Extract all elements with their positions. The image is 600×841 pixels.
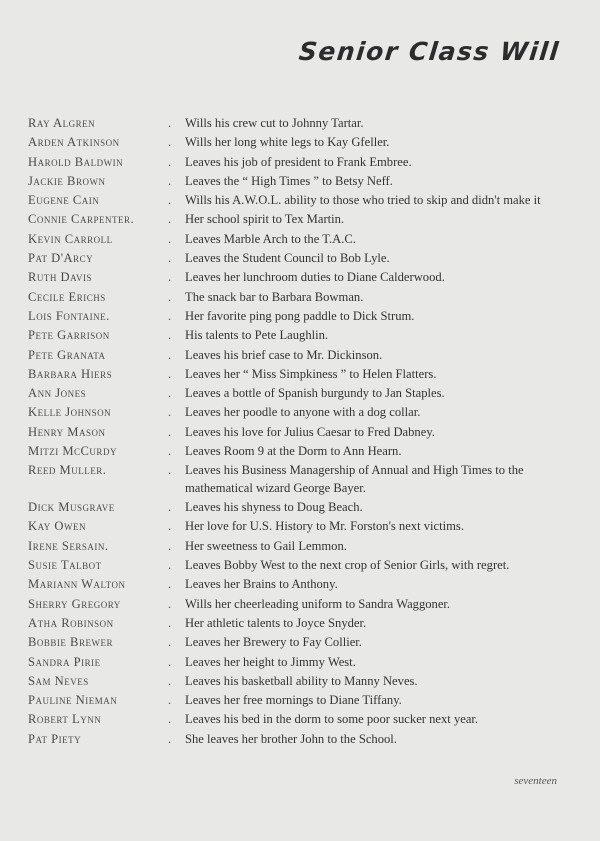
student-name: Kevin Carroll — [28, 231, 113, 246]
will-entry — [28, 289, 573, 307]
bequest-text: Leaves a bottle of Spanish burgundy to Jan Staples. — [185, 386, 445, 401]
leader-dot: . — [168, 558, 172, 573]
leader-dot: . — [168, 538, 172, 553]
will-entry — [28, 347, 573, 365]
will-entry — [28, 366, 573, 384]
will-entry — [28, 424, 573, 442]
bequest-text: Leaves her poodle to anyone with a dog collar. — [185, 405, 421, 420]
leader-dot: . — [168, 328, 172, 343]
bequest-text: Wills her long white legs to Kay Gfeller. — [185, 135, 390, 150]
bequest-text: Leaves Bobby West to the next crop of Senior Girls, with regret. — [185, 558, 510, 573]
bequest-text: Her love for U.S. History to Mr. Forston's next victims. — [185, 519, 464, 534]
leader-dot: . — [168, 251, 172, 266]
bequest-text: Leaves the “ High Times ” to Betsy Neff. — [185, 173, 393, 188]
bequest-text: Leaves her Brewery to Fay Collier. — [185, 635, 362, 650]
student-name: Pete Granata — [28, 347, 106, 362]
leader-dot: . — [168, 386, 172, 401]
leader-dot: . — [168, 654, 172, 669]
student-name: Atha Robinson — [28, 615, 114, 630]
leader-dot: . — [168, 405, 172, 420]
bequest-text: Leaves his shyness to Doug Beach. — [185, 500, 363, 515]
leader-dot: . — [168, 424, 172, 439]
leader-dot: . — [168, 615, 172, 630]
will-entry — [28, 231, 573, 249]
will-entry — [28, 269, 573, 287]
will-entry — [28, 596, 573, 614]
will-entry — [28, 250, 573, 268]
bequest-text: Her favorite ping pong paddle to Dick Strum. — [185, 308, 415, 323]
will-entry — [28, 634, 573, 652]
bequest-text: The snack bar to Barbara Bowman. — [185, 289, 364, 304]
will-entry — [28, 308, 573, 326]
student-name: Ann Jones — [28, 386, 87, 401]
leader-dot: . — [168, 635, 172, 650]
student-name: Reed Muller. — [28, 463, 107, 478]
page-title: Senior Class Will — [297, 37, 562, 66]
will-entry — [28, 692, 573, 710]
will-entry — [28, 404, 573, 422]
student-name: Sherry Gregory — [28, 596, 121, 611]
student-name: Pete Garrison — [28, 328, 110, 343]
will-entry — [28, 443, 573, 461]
bequest-text: Wills his A.W.O.L. ability to those who tried to skip and didn't make it — [185, 193, 541, 208]
student-name: Pauline Nieman — [28, 693, 118, 708]
will-entry — [28, 711, 573, 729]
bequest-text: Leaves his bed in the dorm to some poor sucker next year. — [185, 712, 479, 727]
leader-dot: . — [168, 308, 172, 323]
student-name: Kelle Johnson — [28, 405, 112, 420]
bequest-text: Leaves Marble Arch to the T.A.C. — [185, 231, 356, 246]
student-name: Cecile Erichs — [28, 289, 106, 304]
leader-dot: . — [168, 596, 172, 611]
student-name: Sam Neves — [28, 673, 89, 688]
student-name: Ray Algren — [28, 116, 96, 130]
leader-dot: . — [168, 193, 172, 208]
bequest-text: Leaves Room 9 at the Dorm to Ann Hearn. — [185, 444, 402, 459]
will-entry — [28, 115, 573, 133]
leader-dot: . — [168, 463, 172, 478]
will-entry — [28, 173, 573, 191]
will-entry — [28, 462, 573, 497]
leader-dot: . — [168, 231, 172, 246]
leader-dot: . — [168, 500, 172, 515]
student-name: Harold Baldwin — [28, 154, 124, 169]
student-name: Lois Fontaine. — [28, 308, 110, 323]
bequest-text: Her sweetness to Gail Lemmon. — [185, 538, 347, 553]
class-will-list — [28, 115, 573, 750]
student-name: Pat Piety — [28, 731, 82, 746]
bequest-text: Her school spirit to Tex Martin. — [185, 212, 345, 227]
bequest-text: Wills her cheerleading uniform to Sandra Waggoner. — [185, 596, 451, 611]
will-entry — [28, 211, 573, 229]
will-entry — [28, 538, 573, 556]
leader-dot: . — [168, 270, 172, 285]
leader-dot: . — [168, 444, 172, 459]
leader-dot: . — [168, 116, 172, 130]
will-entry — [28, 576, 573, 594]
page-number: seventeen — [514, 775, 557, 787]
will-entry — [28, 673, 573, 691]
student-name: Barbara Hiers — [28, 366, 113, 381]
will-entry — [28, 499, 573, 517]
leader-dot: . — [168, 289, 172, 304]
leader-dot: . — [168, 173, 172, 188]
leader-dot: . — [168, 347, 172, 362]
student-name: Irene Sersain. — [28, 538, 109, 553]
will-entry — [28, 615, 573, 633]
student-name: Kay Owen — [28, 519, 87, 534]
bequest-text: Leaves her free mornings to Diane Tiffany. — [185, 693, 402, 708]
bequest-text: Leaves his love for Julius Caesar to Fred Dabney. — [185, 424, 435, 439]
student-name: Arden Atkinson — [28, 135, 120, 150]
bequest-text: She leaves her brother John to the School. — [185, 731, 397, 746]
bequest-text: Leaves her “ Miss Simpkiness ” to Helen Flatters. — [185, 366, 437, 381]
student-name: Connie Carpenter. — [28, 212, 135, 227]
leader-dot: . — [168, 712, 172, 727]
leader-dot: . — [168, 519, 172, 534]
student-name: Mitzi McCurdy — [28, 444, 117, 459]
bequest-text: Leaves her Brains to Anthony. — [185, 577, 338, 592]
bequest-text: Wills his crew cut to Johnny Tartar. — [185, 116, 364, 130]
leader-dot: . — [168, 154, 172, 169]
bequest-text: Leaves her height to Jimmy West. — [185, 654, 356, 669]
bequest-text: Leaves his job of president to Frank Embree. — [185, 154, 412, 169]
student-name: Pat D'Arcy — [28, 251, 94, 266]
will-entry — [28, 327, 573, 345]
bequest-text: Leaves his Business Managership of Annual and High Times to the mathematical wizard George Bayer. — [185, 463, 524, 495]
leader-dot: . — [168, 366, 172, 381]
bequest-text: His talents to Pete Laughlin. — [185, 328, 329, 343]
leader-dot: . — [168, 673, 172, 688]
leader-dot: . — [168, 135, 172, 150]
leader-dot: . — [168, 577, 172, 592]
student-name: Dick Musgrave — [28, 500, 115, 515]
will-entry — [28, 654, 573, 672]
bequest-text: Leaves his brief case to Mr. Dickinson. — [185, 347, 383, 362]
leader-dot: . — [168, 731, 172, 746]
student-name: Henry Mason — [28, 424, 106, 439]
student-name: Susie Talbot — [28, 558, 102, 573]
student-name: Bobbie Brewer — [28, 635, 113, 650]
student-name: Eugene Cain — [28, 193, 100, 208]
will-entry — [28, 731, 573, 749]
student-name: Sandra Pirie — [28, 654, 101, 669]
will-entry — [28, 192, 573, 210]
will-entry — [28, 557, 573, 575]
leader-dot: . — [168, 212, 172, 227]
student-name: Jackie Brown — [28, 173, 106, 188]
student-name: Mariann Walton — [28, 577, 126, 592]
will-entry — [28, 154, 573, 172]
will-entry — [28, 518, 573, 536]
leader-dot: . — [168, 693, 172, 708]
bequest-text: Leaves his basketball ability to Manny Neves. — [185, 673, 418, 688]
student-name: Ruth Davis — [28, 270, 92, 285]
bequest-text: Leaves her lunchroom duties to Diane Calderwood. — [185, 270, 445, 285]
will-entry — [28, 134, 573, 152]
bequest-text: Leaves the Student Council to Bob Lyle. — [185, 251, 390, 266]
bequest-text: Her athletic talents to Joyce Snyder. — [185, 615, 367, 630]
will-entry — [28, 385, 573, 403]
student-name: Robert Lynn — [28, 712, 102, 727]
